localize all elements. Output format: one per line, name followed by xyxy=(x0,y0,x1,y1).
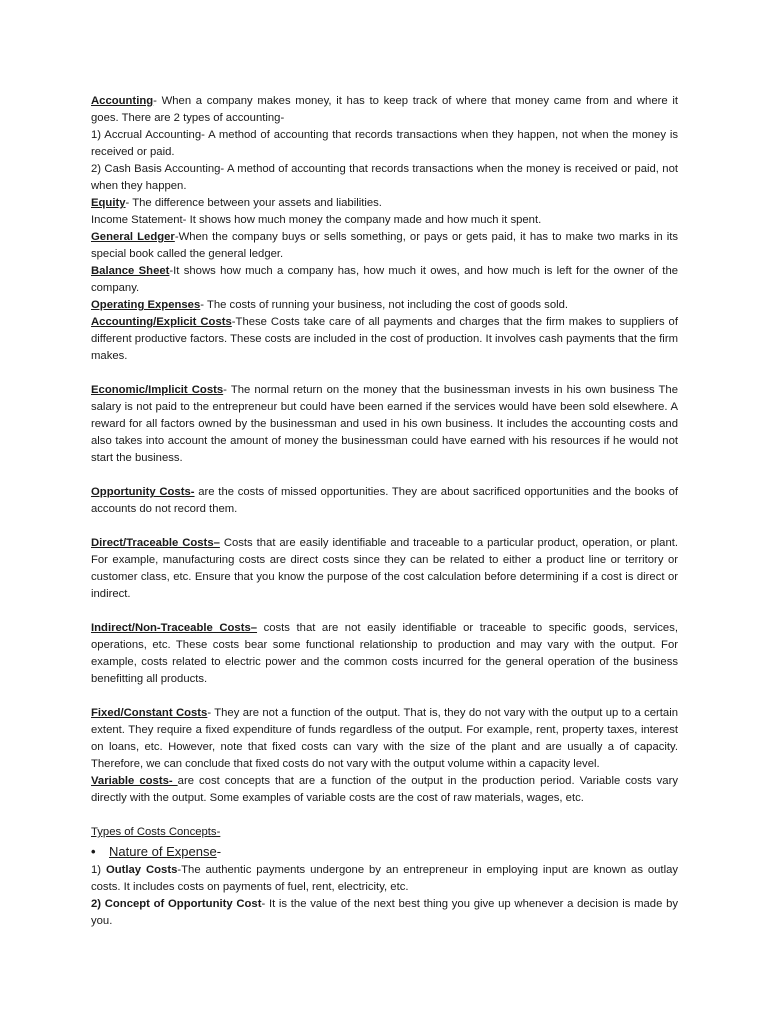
paragraph-accounting xyxy=(91,93,678,127)
spacer xyxy=(91,365,678,382)
bullet-icon: • xyxy=(91,844,96,859)
term-implicit-costs: Economic/Implicit Costs xyxy=(91,384,224,396)
term-balance-sheet: Balance Sheet xyxy=(91,265,170,277)
definition-indirect-costs: costs that are not easily identifiable or traceable to specific goods, services, operations, etc. These costs bear some functional relationship to production and may vary with the output. For example, costs related to electric power and the common costs incurred for the general operation of the business benefitting all products. xyxy=(91,622,678,685)
spacer xyxy=(91,807,678,824)
term-explicit-costs: Accounting/Explicit Costs xyxy=(91,316,232,328)
heading-nature-of-expense-suffix: - xyxy=(216,844,222,859)
paragraph-balance-sheet xyxy=(91,263,678,297)
definition-balance-sheet: -It shows how much a company has, how much it owes, and how much is left for the owner of the company. xyxy=(91,265,679,294)
definition-opportunity-costs: are the costs of missed opportunities. They are about sacrificed opportunities and the books of accounts do not record them. xyxy=(91,486,678,515)
definition-direct-costs: Costs that are easily identifiable and traceable to a particular product, operation, or plant. For example, manufacturing costs are direct costs since they can be related to either a product line or territory or customer class, etc. Ensure that you know the purpose of the cost calculation before determining if a cost is direct or indirect. xyxy=(91,537,679,600)
paragraph-general-ledger xyxy=(91,229,678,263)
paragraph-cash-basis-accounting: 2) Cash Basis Accounting- A method of accounting that records transactions when the money is received or paid, not when they happen. xyxy=(91,163,678,192)
term-indirect-costs: Indirect/Non-Traceable Costs– xyxy=(91,622,258,634)
definition-explicit-costs: -These Costs take care of all payments and charges that the firm makes to suppliers of different productive factors. These costs are included in the cost of production. It involves cash payments that the firm makes. xyxy=(91,316,678,362)
paragraph-accrual-accounting: 1) Accrual Accounting- A method of accounting that records transactions when they happen, not when the money is received or paid. xyxy=(91,129,678,158)
definition-implicit-costs: - The normal return on the money that the businessman invests in his own business The salary is not paid to the entrepreneur but could have been earned if the services would have been sold elsewhere. A reward for all factors owned by the businessman and used in his own business. It includes the accounting costs and also takes into account the amount of money the businessman could have earned with his resources if he would not start the business. xyxy=(91,384,678,464)
paragraph-outlay-costs xyxy=(91,862,678,896)
definition-fixed-costs: - They are not a function of the output. That is, they do not vary with the output up to a certain extent. They require a fixed expenditure of funds regardless of the output. For example, rent, property taxes, interest on loans, etc. However, note that fixed costs can vary with the size of the plant and are usually a of capacity. Therefore, we can conclude that fixed costs do not vary with the output volume within a capacity level. xyxy=(91,707,678,770)
term-opportunity-cost-concept: 2) Concept of Opportunity Cost xyxy=(91,898,262,910)
heading-types-of-costs-text: Types of Costs Concepts- xyxy=(91,826,221,838)
heading-nature-of-expense-label: Nature of Expense xyxy=(109,844,217,859)
definition-equity: - The difference between your assets and liabilities. xyxy=(125,197,382,209)
spacer xyxy=(91,603,678,620)
paragraph-opportunity-costs xyxy=(91,484,678,518)
paragraph-opportunity-cost-concept xyxy=(91,896,678,930)
spacer xyxy=(91,467,678,484)
term-opportunity-costs: Opportunity Costs- xyxy=(91,486,195,498)
heading-nature-of-expense xyxy=(91,842,678,862)
term-general-ledger: General Ledger xyxy=(91,231,175,243)
paragraph-operating-expenses xyxy=(91,297,678,314)
definition-outlay-costs: -The authentic payments undergone by an entrepreneur in employing input are known as outlay costs. It includes costs on payments of fuel, rent, electricity, etc. xyxy=(91,864,679,893)
term-operating-expenses: Operating Expenses xyxy=(91,299,201,311)
paragraph-equity xyxy=(91,195,678,212)
paragraph-fixed-costs xyxy=(91,705,678,773)
paragraph-explicit-costs xyxy=(91,314,678,365)
paragraph-income-statement: Income Statement- It shows how much money the company made and how much it spent. xyxy=(91,214,542,226)
paragraph-implicit-costs xyxy=(91,382,678,467)
spacer xyxy=(91,518,678,535)
paragraph-direct-costs xyxy=(91,535,678,603)
term-accounting: Accounting xyxy=(91,95,154,107)
definition-operating-expenses: - The costs of running your business, not including the cost of goods sold. xyxy=(200,299,569,311)
term-direct-costs: Direct/Traceable Costs– xyxy=(91,537,220,549)
term-fixed-costs: Fixed/Constant Costs xyxy=(91,707,208,719)
term-outlay-costs: Outlay Costs xyxy=(105,864,178,876)
spacer xyxy=(91,688,678,705)
outlay-costs-number: 1) xyxy=(91,864,106,876)
definition-variable-costs: are cost concepts that are a function of the output in the production period. Variable costs vary directly with the output. Some examples of variable costs are the cost of raw materials, wages, etc. xyxy=(91,775,678,804)
paragraph-indirect-costs xyxy=(91,620,678,688)
paragraph-variable-costs xyxy=(91,773,678,807)
definition-opportunity-cost-concept: - It is the value of the next best thing you give up whenever a decision is made by you. xyxy=(91,898,679,927)
heading-types-of-costs xyxy=(91,824,678,841)
definition-accounting: - When a company makes money, it has to keep track of where that money came from and where it goes. There are 2 types of accounting- xyxy=(91,95,678,124)
definition-general-ledger: -When the company buys or sells something, or pays or gets paid, it has to make two marks in its special book called the general ledger. xyxy=(91,231,678,260)
term-equity: Equity xyxy=(91,197,126,209)
term-variable-costs: Variable costs- xyxy=(91,775,178,787)
